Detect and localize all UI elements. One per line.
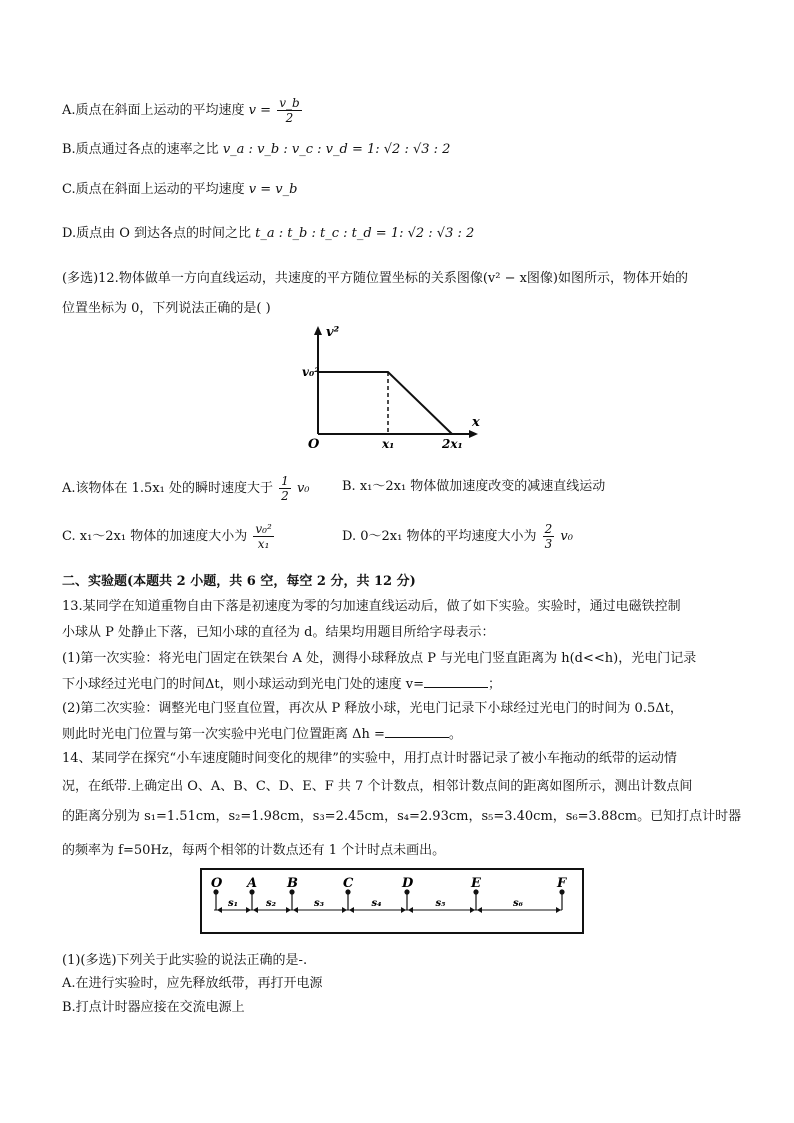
arrow-right-icon	[556, 907, 561, 913]
q13-line-3: (1)第一次实验：将光电门固定在铁架台 A 处，测得小球释放点 P 与光电门竖直距离为 h(d<<h)，光电门记录	[62, 651, 697, 666]
q12-option-c: C. x₁～2x₁ 物体的加速度大小为 $\frac{\text{v₀²}}{\text{x₁}}$	[62, 522, 272, 551]
arrow-left-icon	[253, 907, 258, 913]
tape-point-label: F	[557, 876, 567, 891]
q12-option-b: B. x₁～2x₁ 物体做加速度改变的减速直线运动	[342, 479, 606, 494]
fraction: $\frac{1}{2}$	[281, 474, 289, 503]
q11-option-b: B.质点通过各点的速率之比 v_a : v_b : v_c : v_d = 1: √2 : √3 : 2	[62, 142, 451, 157]
paper-tape-figure	[200, 868, 584, 934]
q14-line-3: 的距离分别为 s₁=1.51cm，s₂=1.98cm，s₃=2.45cm，s₄=2.93cm，s₅=3.40cm，s₆=3.88cm。已知打点计时器	[62, 809, 742, 824]
q13-line-6: 则此时光电门位置与第一次实验中光电门位置距离 Δh = 。	[62, 727, 462, 742]
tape-segment-label: s₄	[371, 898, 382, 909]
graph-line	[318, 372, 452, 434]
q13-line-4: 下小球经过光电门的时间Δt，则小球运动到光电门处的速度 v= ；	[62, 677, 501, 692]
q14-option-a: A.在进行实验时，应先释放纸带，再打开电源	[62, 976, 323, 991]
q14-line-4: 的频率为 f=50Hz，每两个相邻的计数点还有 1 个计时点未画出。	[62, 843, 446, 858]
q14-option-b: B.打点计时器应接在交流电源上	[62, 1000, 245, 1015]
tape-segment-label: s₂	[266, 898, 277, 909]
tape-segment-label: s₁	[228, 898, 239, 909]
arrow-left-icon	[408, 907, 413, 913]
x-tick-label-2: 2x₁	[442, 437, 463, 451]
tape-border	[201, 869, 583, 933]
x-tick-label-1: x₁	[382, 437, 395, 451]
arrow-right-icon	[246, 907, 251, 913]
arrow-right-icon	[401, 907, 406, 913]
tape-segment-label: s₆	[513, 898, 524, 909]
v2-x-graph	[296, 322, 486, 452]
fraction: $\frac{v\_b}{2}$	[279, 96, 300, 125]
q12-option-a: A.该物体在 1.5x₁ 处的瞬时速度大于 $\frac{1}{2}$ v₀	[62, 474, 310, 503]
arrow-right-icon	[342, 907, 347, 913]
tape-segment-label: s₃	[314, 898, 325, 909]
q12-option-d: D. 0～2x₁ 物体的平均速度大小为 $\frac{2}{3}$ v₀	[342, 522, 573, 551]
arrow-left-icon	[217, 907, 222, 913]
answer-blank[interactable]	[385, 725, 449, 738]
q14-sub-1: (1)(多选)下列关于此实验的说法正确的是-.	[62, 953, 308, 968]
tape-point-label: A	[247, 876, 258, 891]
arrow-left-icon	[293, 907, 298, 913]
q14-line-2: 况，在纸带.上确定出 O、A、B、C、D、E、F 共 7 个计数点，相邻计数点间的距离如图所示，测出计数点间	[62, 779, 693, 794]
arrow-right-icon	[286, 907, 291, 913]
q12-stem-line-2: 位置坐标为 0，下列说法正确的是( )	[62, 301, 271, 316]
origin-label: O	[308, 437, 320, 452]
fraction: $\frac{2}{3}$	[544, 522, 553, 551]
fraction: $\frac{\text{v₀²}}{\text{x₁}}$	[255, 522, 272, 551]
y-axis-arrow-icon	[314, 326, 322, 335]
section-heading: 二、实验题(本题共 2 小题，共 6 空，每空 2 分，共 12 分)	[62, 574, 416, 589]
q11-option-c: C.质点在斜面上运动的平均速度 v = v_b	[62, 182, 298, 197]
q11-option-d: D.质点由 O 到达各点的时间之比 t_a : t_b : t_c : t_d = 1: √2 : √3 : 2	[62, 226, 475, 241]
tape-point-label: B	[287, 876, 298, 891]
q13-line-1: 13.某同学在知道重物自由下落是初速度为零的匀加速直线运动后，做了如下实验。实验时，通过电磁铁控制	[62, 599, 681, 614]
tape-point-label: D	[402, 876, 414, 891]
arrow-right-icon	[470, 907, 475, 913]
tape-point-label: E	[471, 876, 481, 891]
arrow-left-icon	[349, 907, 354, 913]
y-axis-label: v²	[326, 325, 340, 340]
tape-point-label: O	[211, 876, 223, 891]
tape-segment-label: s₅	[435, 898, 446, 909]
q13-line-5: (2)第二次实验：调整光电门竖直位置，再次从 P 释放小球，光电门记录下小球经过光电门的时间为 0.5Δt，	[62, 701, 683, 716]
y-tick-label: v₀²	[302, 365, 320, 379]
q13-line-2: 小球从 P 处静止下落，已知小球的直径为 d。结果均用题目所给字母表示：	[62, 625, 495, 640]
q12-stem-line-1: (多选)12.物体做单一方向直线运动，共速度的平方随位置坐标的关系图像(v² − x图像)如图所示，物体开始的	[62, 271, 689, 286]
x-axis-arrow-icon	[469, 430, 478, 438]
tape-point-label: C	[343, 876, 354, 891]
arrow-left-icon	[477, 907, 482, 913]
q11-option-a: A.质点在斜面上运动的平均速度 v = $\frac{v\_b}{2}$	[62, 96, 300, 125]
x-axis-label: x	[472, 415, 480, 430]
q14-line-1: 14、某同学在探究“小车速度随时间变化的规律”的实验中，用打点计时器记录了被小车拖动的纸带的运动情	[62, 751, 677, 766]
answer-blank[interactable]	[424, 675, 488, 688]
